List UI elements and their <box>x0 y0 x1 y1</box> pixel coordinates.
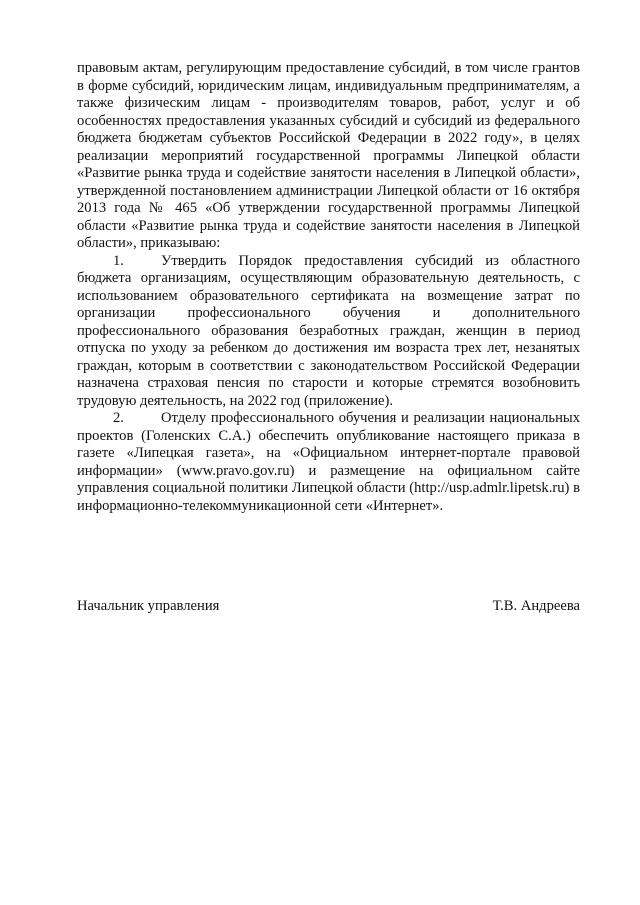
item-number: 2. <box>113 410 124 426</box>
intro-paragraph: правовым актам, регулирующим предоставление субсидий, в том числе грантов в форме субсидий, юридическим лицам, индивидуальным предпринимателям, а также физическим лицам - производителям товаров, работ, услуг и об особенностях предоставления указанных субсидий и субсидий из федерального бюджета бюджетам субъектов Российской Федерации в 2022 году», в целях реализации мероприятий государственной программы Липецкой области «Развитие рынка труда и содействие занятости населения в Липецкой области», утвержденной постановлением администрации Липецкой области от 16 октября 2013 года № 465 «Об утверждении государственной программы Липецкой области «Развитие рынка труда и содействие занятости населения в Липецкой области», приказываю: <box>77 60 580 251</box>
document-body <box>77 60 580 515</box>
signatory-name: Т.В. Андреева <box>492 598 580 614</box>
signatory-position: Начальник управления <box>77 598 220 614</box>
signature-block <box>77 598 580 616</box>
item-text: Утвердить Порядок предоставления субсидий из областного бюджета организациям, осуществляющим образовательную деятельность, с использованием образовательного сертификата на возмещение затрат по организации профессионального обучения и дополнительного профессионального образования безработных граждан, женщин в период отпуска по уходу за ребенком до достижения им возраста трех лет, незанятых граждан, которым в соответствии с законодательством Российской Федерации назначена страховая пенсия по старости и которые стремятся возобновить трудовую деятельность, на 2022 год (приложение). <box>77 252 580 409</box>
list-item-1 <box>77 253 580 411</box>
list-item-2 <box>77 410 580 515</box>
item-text: Отделу профессионального обучения и реализации национальных проектов (Голенских С.А.) обеспечить опубликование настоящего приказа в газете «Липецкая газета», на «Официальном интернет-портале правовой информации» (www.pravo.gov.ru) и размещение на официальном сайте управления социальной политики Липецкой области (http://usp.admlr.lipetsk.ru) в информационно-телекоммуникационной сети «Интернет». <box>77 410 580 514</box>
item-number: 1. <box>113 252 124 269</box>
